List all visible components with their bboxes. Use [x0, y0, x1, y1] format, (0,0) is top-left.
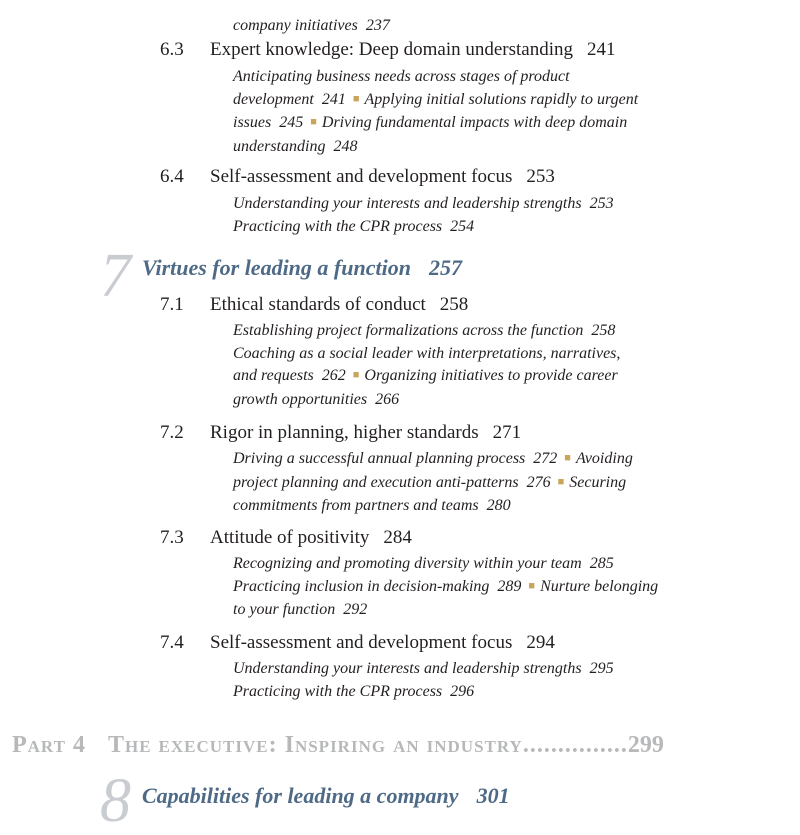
subentry-text: Driving fundamental impacts with deep domain: [321, 114, 628, 132]
subentry-page: 253: [589, 195, 614, 212]
subentry-text: and requests: [233, 367, 314, 385]
section-number: 7.4: [160, 632, 184, 653]
part-label: Part 4: [12, 732, 86, 758]
subentry-text: understanding: [233, 137, 326, 155]
subentry-text: to your function: [233, 601, 336, 619]
toc-part-4[interactable]: [12, 730, 782, 760]
subentry-text: issues: [233, 114, 272, 132]
subentry-page: 237: [365, 16, 390, 34]
chapter-page: 257: [428, 255, 462, 280]
subentry-page: 254: [450, 217, 475, 235]
subentry-text: Applying initial solutions rapidly to urgent: [364, 90, 639, 108]
toc-section-7-2[interactable]: [160, 421, 780, 445]
toc-subentries-top: [233, 0, 753, 37]
toc-subentries-7-2: [233, 448, 753, 518]
part-title: The executive: Inspiring an industry: [107, 732, 523, 758]
subentry-text: Nurture belonging: [540, 577, 659, 595]
chapter-number: 7: [100, 242, 131, 310]
toc-section-7-1[interactable]: [160, 293, 780, 317]
toc-subentries-7-4: [233, 658, 753, 703]
chapter-title: Capabilities for leading a company: [142, 783, 459, 808]
subentry-text: Avoiding: [575, 450, 633, 467]
section-title: Rigor in planning, higher standards: [210, 422, 479, 443]
subentry-page: 241: [321, 90, 346, 108]
leader-dots: ...............: [522, 732, 628, 758]
toc-section-7-3[interactable]: [160, 526, 780, 550]
subentry-text: Establishing project formalizations across the function: [233, 322, 584, 339]
subentry-page: 280: [486, 497, 511, 515]
subentry-page: 258: [591, 322, 616, 339]
subentry-text: Anticipating business needs across stages of product: [233, 68, 570, 85]
section-number: 7.3: [160, 527, 184, 548]
subentry-page: 289: [497, 577, 522, 595]
subentry-text: Practicing with the CPR process: [233, 217, 443, 235]
toc-chapter-7[interactable]: [142, 254, 462, 282]
chapter-page: 301: [476, 783, 510, 808]
subentry-text: commitments from partners and teams: [233, 497, 479, 515]
bullet-separator: ■: [564, 452, 571, 464]
subentry-page: 262: [321, 367, 346, 385]
section-number: 6.3: [160, 39, 184, 60]
toc-subentries-7-1: [233, 320, 753, 411]
section-number: 7.1: [160, 294, 184, 315]
subentry-text: company initiatives: [233, 16, 358, 34]
subentry-text: development: [233, 90, 314, 108]
section-title: Attitude of positivity: [210, 527, 370, 548]
subentry-text: project planning and execution anti-patterns: [233, 473, 519, 491]
subentry-text: Understanding your interests and leadership strengths: [233, 195, 582, 212]
section-number: 6.4: [160, 166, 184, 187]
bullet-separator: ■: [557, 475, 565, 488]
bullet-separator: ■: [352, 92, 360, 105]
section-title: Self-assessment and development focus: [210, 632, 513, 653]
chapter-number: 8: [100, 767, 131, 835]
subentry-text: Practicing with the CPR process: [233, 682, 443, 700]
toc-section-6-4[interactable]: [160, 165, 780, 189]
toc-subentries-6-3: [233, 66, 753, 158]
part-page: 299: [627, 732, 664, 758]
subentry-page: 276: [526, 473, 551, 491]
section-page: 258: [439, 294, 469, 315]
section-title: Expert knowledge: Deep domain understanding: [210, 39, 574, 60]
section-title: Ethical standards of conduct: [210, 294, 426, 315]
subentry-text: Practicing inclusion in decision-making: [233, 577, 490, 595]
subentry-text: growth opportunities: [233, 390, 368, 408]
bullet-separator: ■: [352, 369, 360, 382]
subentry-text: Securing: [569, 473, 627, 491]
subentry-text: Understanding your interests and leadership strengths: [233, 660, 582, 677]
subentry-text: Recognizing and promoting diversity within your team: [233, 555, 582, 572]
subentry-page: 296: [450, 682, 475, 700]
toc-subentries-6-4: [233, 193, 753, 238]
section-number: 7.2: [160, 422, 184, 443]
subentry-text: Organizing initiatives to provide career: [364, 367, 618, 385]
subentry-page: 248: [333, 137, 358, 155]
subentry-text: Coaching as a social leader with interpretations, narratives,: [233, 344, 621, 362]
toc-section-7-4[interactable]: [160, 631, 780, 655]
chapter-title: Virtues for leading a function: [142, 255, 411, 280]
toc-section-6-3[interactable]: [160, 38, 780, 62]
subentry-page: 285: [589, 555, 614, 572]
subentry-page: 266: [375, 390, 400, 408]
section-page: 294: [526, 632, 555, 653]
section-title: Self-assessment and development focus: [210, 166, 513, 187]
subentry-page: 245: [279, 114, 304, 132]
section-page: 253: [526, 166, 555, 187]
toc-chapter-8[interactable]: [142, 782, 510, 810]
section-page: 241: [587, 39, 616, 60]
toc-subentries-7-3: [233, 553, 753, 622]
bullet-separator: ■: [310, 116, 317, 129]
subentry-page: 272: [533, 450, 558, 467]
section-page: 284: [383, 527, 412, 548]
subentry-page: 292: [343, 601, 368, 619]
subentry-text: Driving a successful annual planning process: [233, 450, 526, 467]
section-page: 271: [492, 422, 522, 443]
bullet-separator: ■: [528, 579, 536, 592]
subentry-page: 295: [589, 660, 614, 677]
